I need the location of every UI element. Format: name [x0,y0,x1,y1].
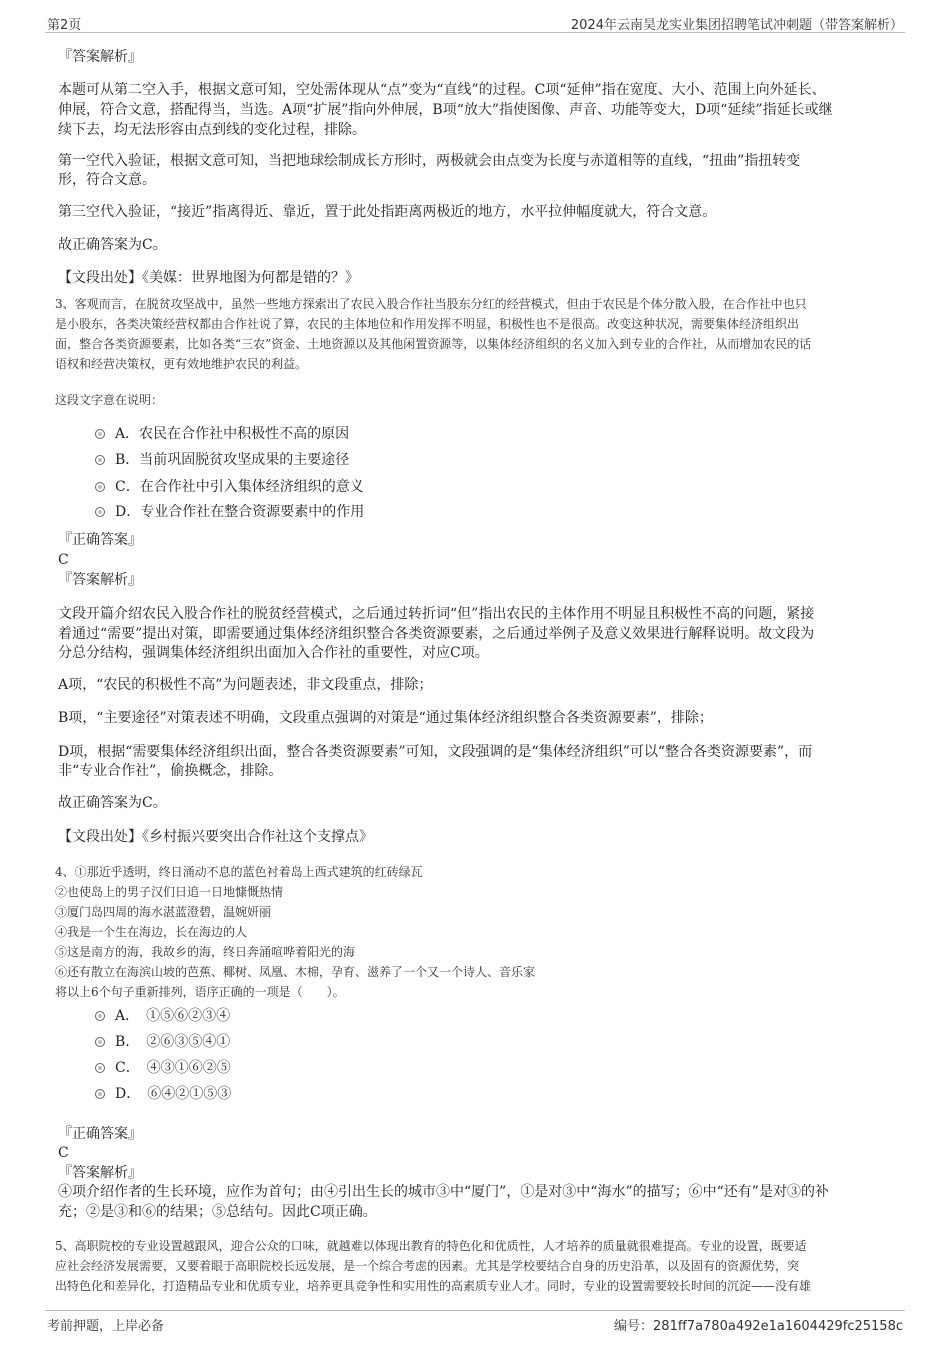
q3-analysis-line: B项，“主要途径”对策表述不明确，文段重点强调的对策是“通过集体经济组织整合各类资源要素”，排除； [58,710,713,726]
q3-analysis-line: 着通过“需要”提出对策，即需要通过集体经济组织整合各类资源要素，之后通过举例子及意义效果进行解释说明。故文段为 [58,626,815,642]
q2-source: 【文段出处】《美媒：世界地图为何都是错的？》 [58,270,359,286]
q3-option-a[interactable]: A．农民在合作社中积极性不高的原因 [95,424,349,444]
q4-option-c[interactable]: C． ④③①⑥②⑤ [95,1058,231,1078]
q3-stem-line: 3、客观而言，在脱贫攻坚战中，虽然一些地方探索出了农民入股合作社当股东分红的经营模式，但由于农民是个体分散入股，在合作社中也只 [55,297,807,311]
radio-icon[interactable] [95,482,105,492]
q2-conclusion: 故正确答案为C。 [58,237,167,253]
q4-analysis-label: 『答案解析』 [58,1165,142,1181]
q4-prompt: 将以上6个句子重新排列，语序正确的一项是（ ）。 [55,985,345,999]
q4-stem-line: ③厦门岛四周的海水湛蓝澄碧，温婉妍丽 [55,905,272,919]
page-number: 第2页 [47,18,82,33]
q4-analysis-line: 充；②是③和⑥的结果；⑤总结句。因此C项正确。 [58,1204,377,1220]
q2-analysis-label: 『答案解析』 [58,49,142,65]
q4-answer-label: 『正确答案』 [58,1126,142,1142]
q3-prompt: 这段文字意在说明： [55,393,164,407]
q4-stem-line: 4、①那近乎透明，终日涌动不息的蓝色衬着岛上西式建筑的红砖绿瓦 [55,865,423,879]
radio-icon[interactable] [95,1011,105,1021]
q3-analysis-line: A项，“农民的积极性不高”为问题表述，非文段重点，排除； [58,677,433,693]
q5-stem-line: 出特色化和差异化，打造精品专业和优质专业，培养更具竞争性和实用性的高素质专业人才。同时，专业的设置需要较长时间的沉淀——没有雄 [55,1279,812,1293]
radio-icon[interactable] [95,455,105,465]
document-title: 2024年云南昊龙实业集团招聘笔试冲刺题（带答案解析） [570,18,903,33]
radio-icon[interactable] [95,1089,105,1099]
q3-stem-line: 语权和经营决策权，更有效地维护农民的利益。 [55,357,308,371]
q4-answer: C [58,1145,69,1161]
q4-stem-line: ④我是一个生在海边，长在海边的人 [55,925,248,939]
q5-stem-line: 应社会经济发展需要，又要着眼于高职院校长远发展，是一个综合考虑的因素。尤其是学校要结合自身的历史沿革，以及固有的资源优势，突 [55,1259,800,1273]
q2-analysis-line: 第三空代入验证，“接近”指离得近、靠近，置于此处指距离两极近的地方，水平拉伸幅度就大，符合文意。 [58,204,717,220]
q2-analysis-line: 续下去，均无法形容由点到线的变化过程，排除。 [58,122,366,138]
q3-option-d[interactable]: D．专业合作社在整合资源要素中的作用 [95,502,364,522]
q3-answer-label: 『正确答案』 [58,532,142,548]
page-footer [45,1310,905,1335]
q5-stem-line: 5、高职院校的专业设置越跟风，迎合公众的口味，就越难以体现出教育的特色化和优质性，人才培养的质量就很难提高。专业的设置，既要适 [55,1239,807,1253]
page-header [45,10,905,33]
q4-option-d[interactable]: D． ⑥④②①⑤③ [95,1084,231,1104]
q3-conclusion: 故正确答案为C。 [58,795,167,811]
q3-source: 【文段出处】《乡村振兴要突出合作社这个支撑点》 [58,829,373,845]
q3-analysis-line: 非“专业合作社”，偷换概念，排除。 [58,763,283,779]
q2-analysis-line: 第一空代入验证，根据文意可知，当把地球绘制成长方形时，两极就会由点变为长度与赤道相等的直线，“扭曲”指扭转变 [58,153,801,169]
document-id: 编号：281ff7a780a492e1a1604429fc25158c [614,1319,903,1334]
q4-stem-line: ⑤这是南方的海，我故乡的海，终日奔涌喧哗着阳光的海 [55,945,356,959]
radio-icon[interactable] [95,507,105,517]
q2-analysis-line: 本题可从第二空入手，根据文意可知，空处需体现从“点”变为“直线”的过程。C项“延伸”指在宽度、大小、范围上向外延长、 [58,82,826,98]
radio-icon[interactable] [95,429,105,439]
q3-answer: C [58,552,69,568]
q4-option-a[interactable]: A． ①⑤⑥②③④ [95,1006,230,1026]
radio-icon[interactable] [95,1063,105,1073]
q4-option-b[interactable]: B． ②⑥③⑤④① [95,1032,230,1052]
footer-slogan: 考前押题，上岸必备 [47,1319,165,1334]
q4-analysis-line: ④项介绍作者的生长环境，应作为首句；由④引出生长的城市③中“厦门”，①是对③中“海水”的描写；⑥中“还有”是对③的补 [58,1184,829,1200]
q2-analysis-line: 伸展，符合文意，搭配得当，当选。A项“扩展”指向外伸展，B项“放大”指使图像、声音、功能等变大，D项“延续”指延长或继 [58,102,833,118]
q3-analysis-line: D项，根据“需要集体经济组织出面，整合各类资源要素”可知，文段强调的是“集体经济组织”可以“整合各类资源要素”，而 [58,744,813,760]
q4-stem-line: ②也使岛上的男子汉们日追一日地慷慨热情 [55,885,284,899]
radio-icon[interactable] [95,1037,105,1047]
q3-stem-line: 是小股东，各类决策经营权都由合作社说了算，农民的主体地位和作用发挥不明显，积极性也不是很高。改变这种状况，需要集体经济组织出 [55,317,800,331]
q3-analysis-line: 分总分结构，强调集体经济组织出面加入合作社的重要性，对应C项。 [58,645,489,661]
q3-analysis-label: 『答案解析』 [58,572,142,588]
q3-option-b[interactable]: B．当前巩固脱贫攻坚成果的主要途径 [95,450,349,470]
q3-option-c[interactable]: C．在合作社中引入集体经济组织的意义 [95,477,364,497]
q3-stem-line: 面，整合各类资源要素，比如各类“三农”资金、土地资源以及其他闲置资源等，以集体经济组织的名义加入到专业的合作社，从而增加农民的话 [55,337,812,351]
q3-analysis-line: 文段开篇介绍农民入股合作社的脱贫经营模式，之后通过转折词“但”指出农民的主体作用不明显且积极性不高的问题，紧接 [58,606,815,622]
q4-stem-line: ⑥还有散立在海滨山坡的芭蕉、椰树、凤凰、木棉，孕育、滋养了一个又一个诗人、音乐家 [55,965,536,979]
q2-analysis-line: 形，符合文意。 [58,172,156,188]
